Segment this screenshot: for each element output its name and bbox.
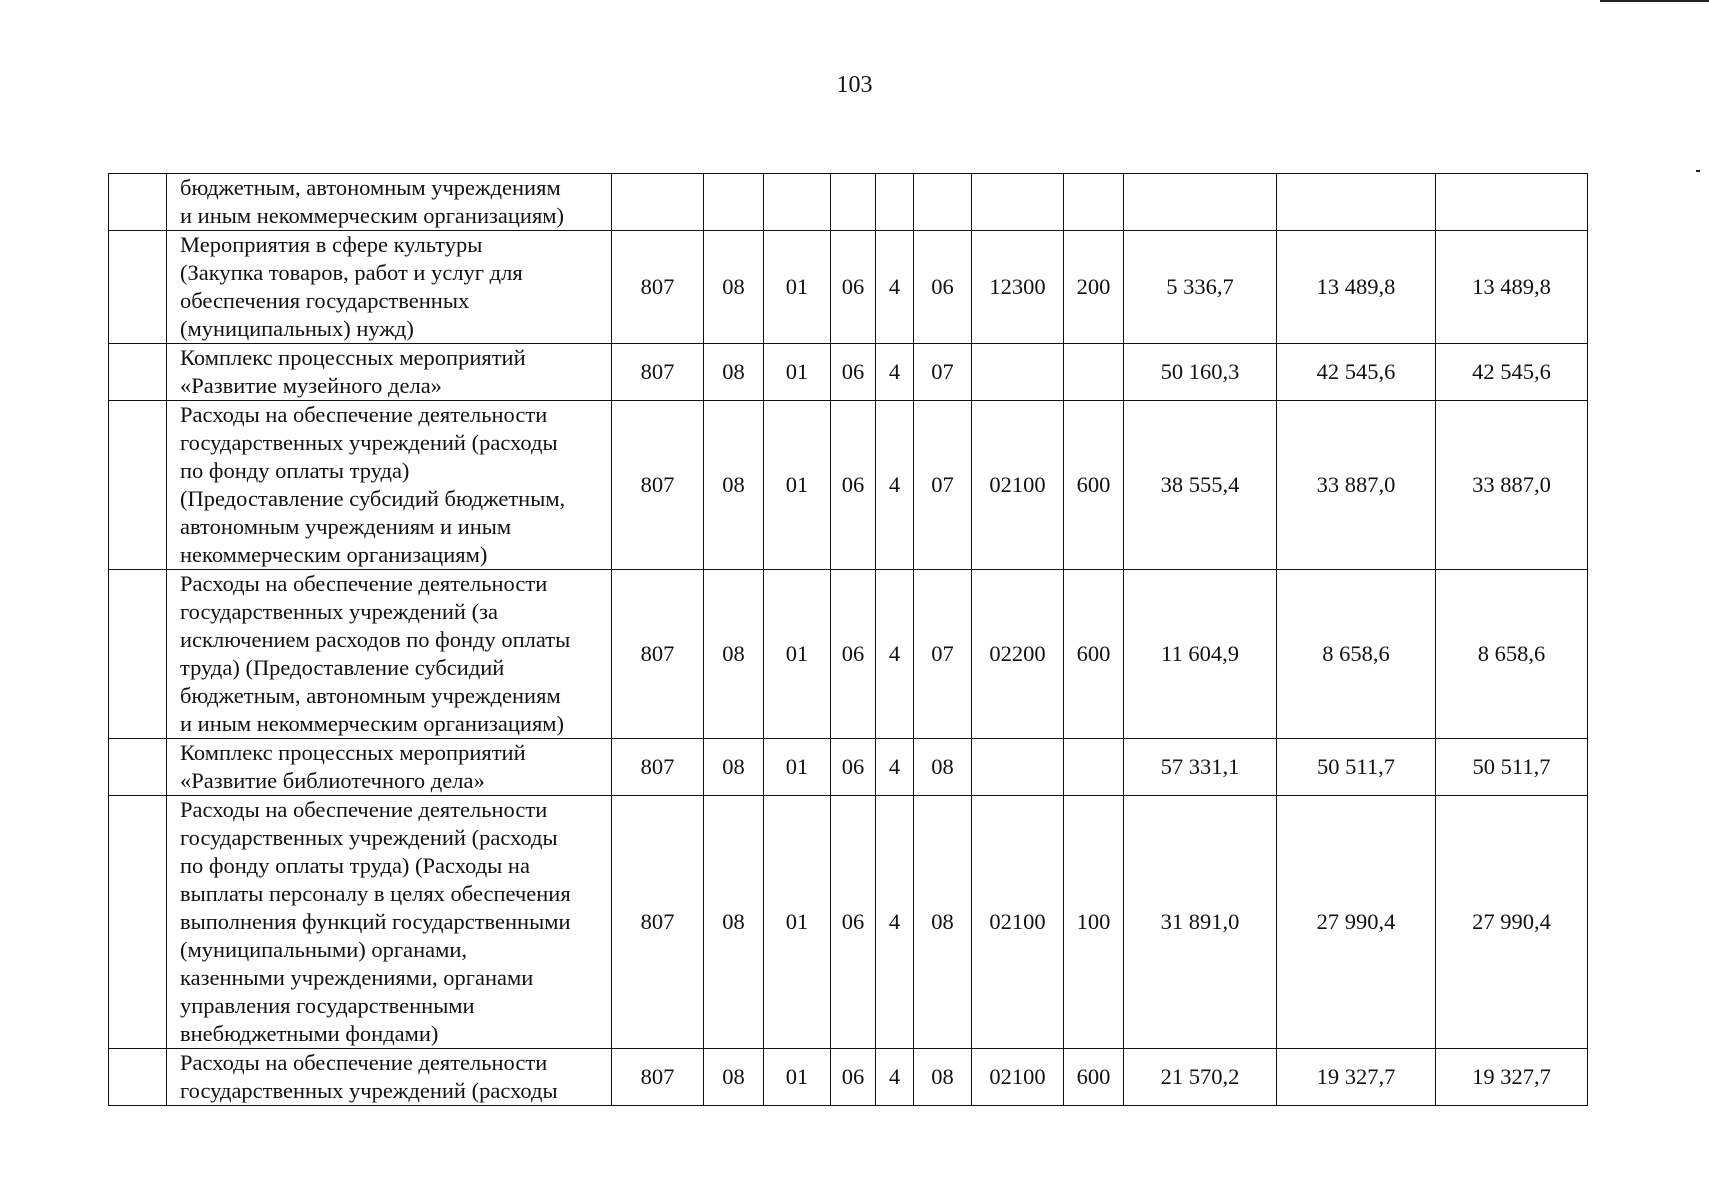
cell-code-6: 08 [914,739,972,796]
cell-code-5: 4 [876,1049,914,1106]
cell-code-4: 06 [831,231,876,344]
cell-code-7: 12300 [972,231,1064,344]
cell-code-2: 08 [704,231,764,344]
cell-code-3: 01 [764,401,831,570]
table-row [109,401,1588,570]
cell-code-3: 01 [764,231,831,344]
cell-code-5: 4 [876,570,914,739]
cell-amount-1: 38 555,4 [1124,401,1277,570]
cell-code-2: 08 [704,796,764,1049]
cell-code-8 [1064,739,1124,796]
cell-code-2: 08 [704,344,764,401]
row-description: Мероприятия в сфере культуры (Закупка товаров, работ и услуг для обеспечения государственных (муниципальных) нужд) [167,231,612,344]
cell-amount-3: 13 489,8 [1436,231,1588,344]
scan-artifact-dot [1696,170,1700,172]
cell-code-6: 08 [914,1049,972,1106]
cell-code-2 [704,174,764,231]
cell-code-5: 4 [876,401,914,570]
cell-amount-3: 8 658,6 [1436,570,1588,739]
cell-code-7: 02100 [972,1049,1064,1106]
page-number: 103 [836,72,873,98]
cell-code-3: 01 [764,570,831,739]
cell-code-4: 06 [831,796,876,1049]
cell-code-3: 01 [764,739,831,796]
table-row [109,1049,1588,1106]
cell-code-8 [1064,174,1124,231]
cell-amount-1: 57 331,1 [1124,739,1277,796]
row-index-cell [109,401,167,570]
row-description: Расходы на обеспечение деятельности государственных учреждений (за исключением расходов по фонду оплаты труда) (Предоставление субсидий бюджетным, автономным учреждениям и иным некоммерческим организациям) [167,570,612,739]
cell-code-4: 06 [831,401,876,570]
cell-code-4 [831,174,876,231]
cell-code-8 [1064,344,1124,401]
table-row [109,344,1588,401]
row-index-cell [109,1049,167,1106]
table-row [109,570,1588,739]
cell-code-6: 07 [914,401,972,570]
cell-amount-3: 27 990,4 [1436,796,1588,1049]
cell-code-2: 08 [704,401,764,570]
cell-code-8: 600 [1064,401,1124,570]
cell-amount-2: 19 327,7 [1277,1049,1436,1106]
row-index-cell [109,344,167,401]
cell-code-5: 4 [876,796,914,1049]
cell-amount-3 [1436,174,1588,231]
cell-code-6 [914,174,972,231]
row-index-cell [109,796,167,1049]
cell-amount-2: 50 511,7 [1277,739,1436,796]
cell-code-2: 08 [704,570,764,739]
cell-amount-2: 33 887,0 [1277,401,1436,570]
scan-artifact-line [1600,0,1709,2]
row-description: Комплекс процессных мероприятий «Развитие музейного дела» [167,344,612,401]
cell-code-7: 02100 [972,796,1064,1049]
cell-code-1: 807 [612,570,704,739]
table-row [109,174,1588,231]
table-row [109,796,1588,1049]
cell-amount-3: 50 511,7 [1436,739,1588,796]
cell-code-1: 807 [612,401,704,570]
cell-code-3: 01 [764,1049,831,1106]
cell-amount-3: 19 327,7 [1436,1049,1588,1106]
cell-code-5: 4 [876,739,914,796]
cell-code-1: 807 [612,231,704,344]
cell-amount-1 [1124,174,1277,231]
table-row [109,231,1588,344]
cell-code-7 [972,739,1064,796]
row-index-cell [109,570,167,739]
cell-amount-3: 42 545,6 [1436,344,1588,401]
row-index-cell [109,174,167,231]
row-description: Расходы на обеспечение деятельности государственных учреждений (расходы по фонду оплаты труда) (Предоставление субсидий бюджетным, автономным учреждениям и иным некоммерческим организациям) [167,401,612,570]
cell-code-7: 02100 [972,401,1064,570]
cell-amount-2: 13 489,8 [1277,231,1436,344]
cell-code-2: 08 [704,1049,764,1106]
cell-code-4: 06 [831,570,876,739]
cell-code-6: 06 [914,231,972,344]
cell-code-6: 08 [914,796,972,1049]
cell-code-8: 600 [1064,570,1124,739]
cell-code-3: 01 [764,796,831,1049]
cell-code-6: 07 [914,570,972,739]
cell-code-1: 807 [612,344,704,401]
cell-amount-1: 11 604,9 [1124,570,1277,739]
cell-code-7 [972,174,1064,231]
row-description: Комплекс процессных мероприятий «Развитие библиотечного дела» [167,739,612,796]
row-description: Расходы на обеспечение деятельности государственных учреждений (расходы [167,1049,612,1106]
cell-code-8: 200 [1064,231,1124,344]
cell-code-7: 02200 [972,570,1064,739]
cell-amount-2: 27 990,4 [1277,796,1436,1049]
cell-code-3 [764,174,831,231]
cell-amount-2: 42 545,6 [1277,344,1436,401]
cell-amount-1: 31 891,0 [1124,796,1277,1049]
cell-code-8: 100 [1064,796,1124,1049]
row-description: Расходы на обеспечение деятельности государственных учреждений (расходы по фонду оплаты труда) (Расходы на выплаты персоналу в целях обеспечения выполнения функций государственными (муниципальными) органами, казенными учреждениями, органами управления государственными внебюджетными фондами) [167,796,612,1049]
cell-amount-1: 5 336,7 [1124,231,1277,344]
cell-code-2: 08 [704,739,764,796]
row-index-cell [109,739,167,796]
cell-amount-1: 21 570,2 [1124,1049,1277,1106]
cell-amount-1: 50 160,3 [1124,344,1277,401]
row-description: бюджетным, автономным учреждениям и иным некоммерческим организациям) [167,174,612,231]
cell-code-5: 4 [876,231,914,344]
cell-amount-2 [1277,174,1436,231]
cell-amount-3: 33 887,0 [1436,401,1588,570]
cell-code-4: 06 [831,344,876,401]
budget-table [108,173,1588,1106]
row-index-cell [109,231,167,344]
cell-code-1: 807 [612,739,704,796]
cell-amount-2: 8 658,6 [1277,570,1436,739]
cell-code-1 [612,174,704,231]
cell-code-3: 01 [764,344,831,401]
cell-code-8: 600 [1064,1049,1124,1106]
table-row [109,739,1588,796]
cell-code-5: 4 [876,344,914,401]
cell-code-6: 07 [914,344,972,401]
cell-code-4: 06 [831,739,876,796]
cell-code-5 [876,174,914,231]
cell-code-7 [972,344,1064,401]
cell-code-4: 06 [831,1049,876,1106]
cell-code-1: 807 [612,1049,704,1106]
cell-code-1: 807 [612,796,704,1049]
